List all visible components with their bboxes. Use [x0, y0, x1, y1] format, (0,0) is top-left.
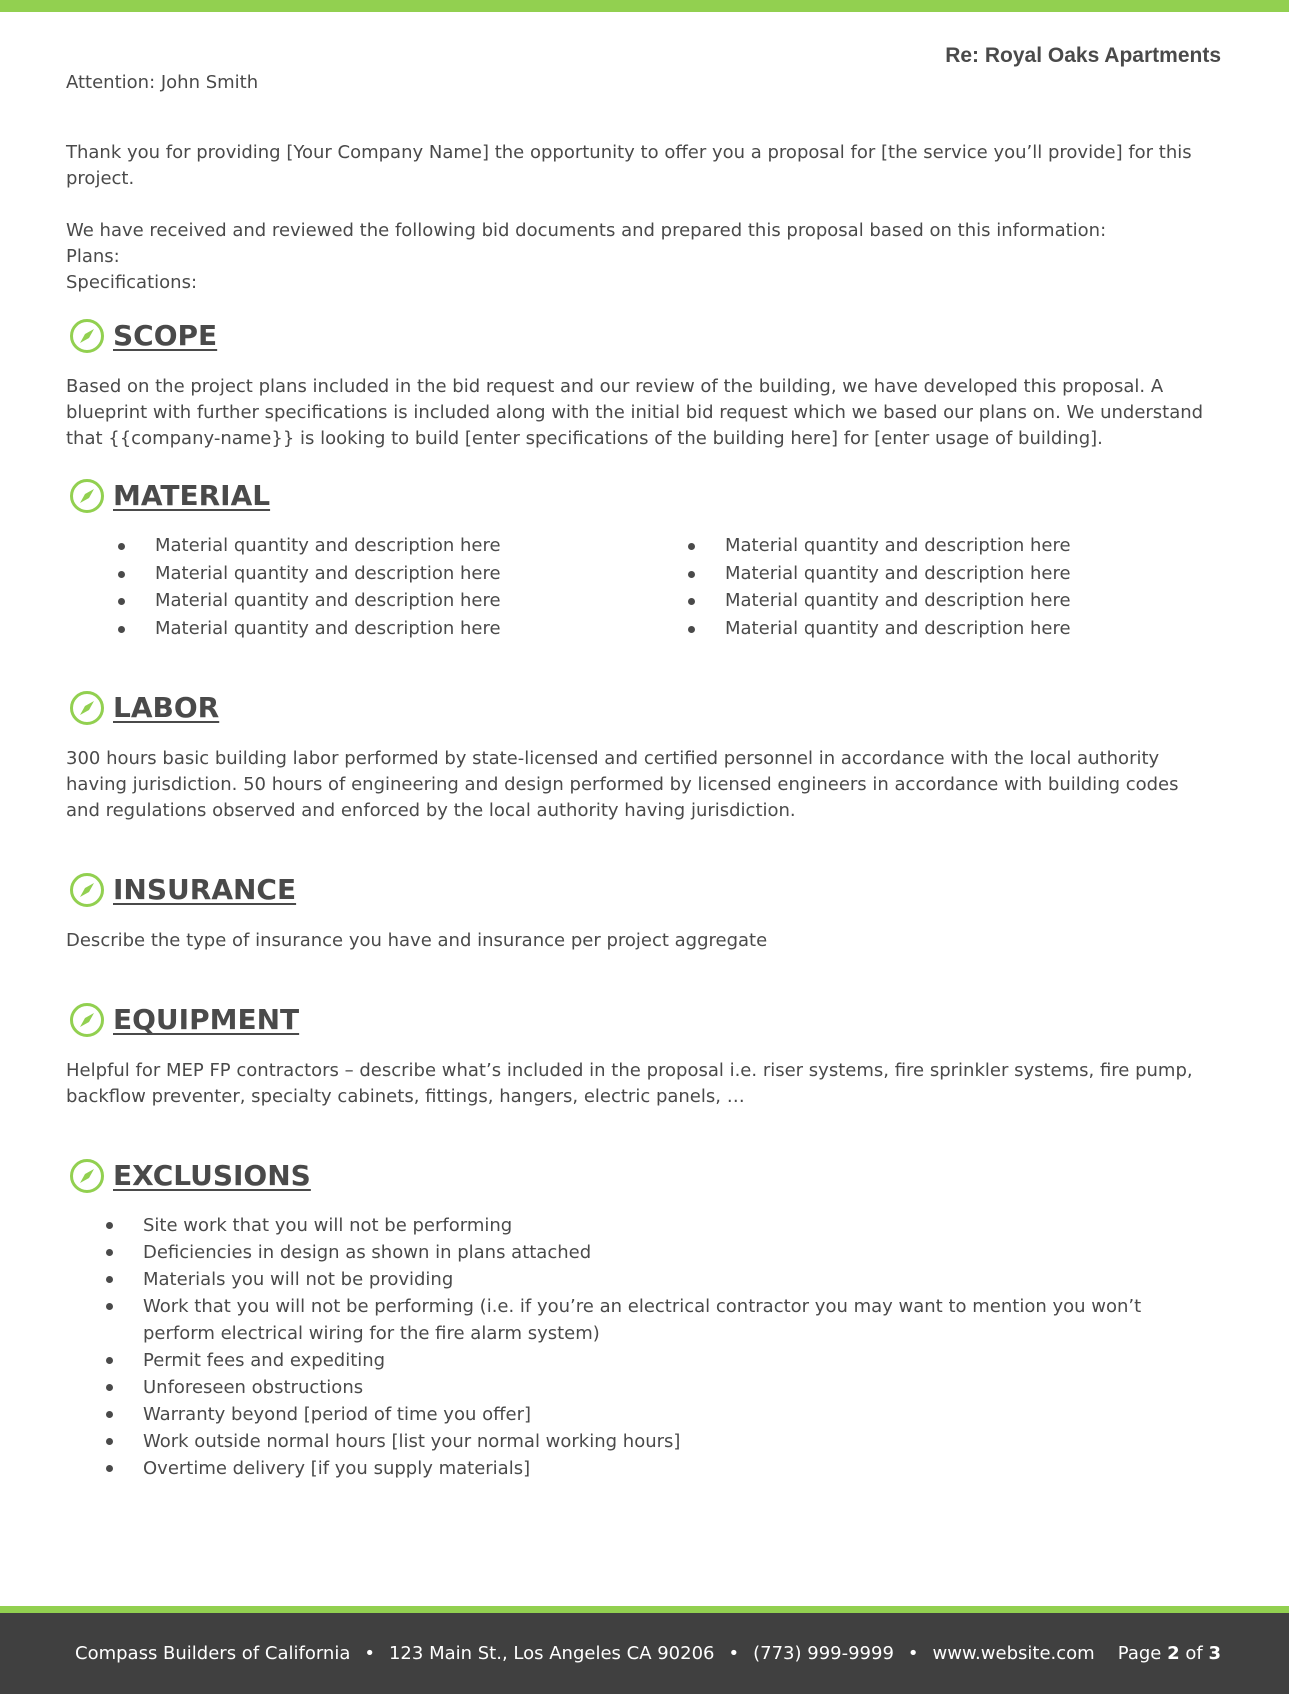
separator-dot: • — [364, 1643, 375, 1664]
compass-icon — [69, 1158, 105, 1194]
insurance-heading — [69, 872, 1206, 908]
material-lists — [66, 532, 1206, 642]
document-body — [66, 70, 1206, 1482]
exclusions-list — [66, 1212, 1206, 1482]
exclusions-title: EXCLUSIONS — [113, 1159, 311, 1192]
labor-title: LABOR — [113, 691, 220, 724]
footer-contact-line — [75, 1643, 1095, 1664]
list-item: Material quantity and description here — [636, 560, 1206, 588]
top-accent-bar — [0, 0, 1289, 12]
compass-icon — [69, 318, 105, 354]
list-item: Permit fees and expediting — [66, 1347, 1206, 1374]
attention-line: Attention: John Smith — [66, 72, 259, 93]
insurance-paragraph: Describe the type of insurance you have and insurance per project aggregate — [66, 930, 768, 951]
footer-accent-bar — [0, 1606, 1289, 1613]
scope-title: SCOPE — [113, 319, 218, 352]
re-line: Re: Royal Oaks Apartments — [945, 44, 1221, 67]
footer — [0, 1613, 1289, 1694]
footer-website: www.website.com — [932, 1643, 1095, 1664]
page-word: Page — [1117, 1643, 1162, 1664]
list-item: Work that you will not be performing (i.e. if you’re an electrical contractor you may want to mention you won’t perform electrical wiring for the fire alarm system) — [66, 1293, 1206, 1347]
material-title: MATERIAL — [113, 479, 271, 512]
list-item: Material quantity and description here — [636, 532, 1206, 560]
list-item: Overtime delivery [if you supply materials] — [66, 1455, 1206, 1482]
received-paragraph: We have received and reviewed the following bid documents and prepared this proposal based on this information: — [66, 220, 1107, 241]
list-item: Warranty beyond [period of time you offer] — [66, 1401, 1206, 1428]
material-list-left — [66, 532, 636, 642]
list-item: Material quantity and description here — [66, 587, 636, 615]
material-heading — [69, 478, 1206, 514]
specifications-line: Specifications: — [66, 272, 198, 293]
list-item: Material quantity and description here — [66, 615, 636, 643]
list-item: Material quantity and description here — [636, 615, 1206, 643]
list-item: Material quantity and description here — [66, 532, 636, 560]
list-item: Deficiencies in design as shown in plans attached — [66, 1239, 1206, 1266]
list-item: Work outside normal hours [list your normal working hours] — [66, 1428, 1206, 1455]
equipment-title: EQUIPMENT — [113, 1003, 300, 1036]
list-item: Materials you will not be providing — [66, 1266, 1206, 1293]
separator-dot: • — [728, 1643, 740, 1664]
compass-icon — [69, 872, 105, 908]
plans-line: Plans: — [66, 246, 120, 267]
list-item: Material quantity and description here — [636, 587, 1206, 615]
footer-phone: (773) 999-9999 — [753, 1643, 894, 1664]
labor-heading — [69, 690, 1206, 726]
labor-paragraph: 300 hours basic building labor performed by state-licensed and certified personnel in accordance with the local authority having jurisdiction. 50 hours of engineering and design performed by licensed engineers in accordance with building codes and regulations observed and enforced by the local authority having jurisdiction. — [66, 748, 1179, 821]
compass-icon — [69, 478, 105, 514]
equipment-paragraph: Helpful for MEP FP contractors – describe what’s included in the proposal i.e. riser systems, fire sprinkler systems, fire pump, backflow preventer, specialty cabinets, fittings, hangers, electric panels, … — [66, 1060, 1193, 1107]
scope-paragraph: Based on the project plans included in the bid request and our review of the building, we have developed this proposal. A blueprint with further specifications is included along with the initial bid request which we based our plans on. We understand that {{company-name}} is looking to build [enter specifications of the building here] for [enter usage of building]. — [66, 376, 1204, 449]
page-number — [1118, 1643, 1221, 1664]
compass-icon — [69, 690, 105, 726]
list-item: Site work that you will not be performing — [66, 1212, 1206, 1239]
material-list-right — [636, 532, 1206, 642]
footer-address: 123 Main St., Los Angeles CA 90206 — [388, 1643, 715, 1664]
page-total: 3 — [1208, 1643, 1221, 1664]
list-item: Material quantity and description here — [66, 560, 636, 588]
compass-icon — [69, 1002, 105, 1038]
equipment-heading — [69, 1002, 1206, 1038]
footer-company: Compass Builders of California — [75, 1643, 351, 1664]
intro-paragraph: Thank you for providing [Your Company Name] the opportunity to offer you a proposal for [the service you’ll provide] for this project. — [66, 142, 1192, 189]
separator-dot: • — [907, 1643, 919, 1664]
page-current: 2 — [1167, 1643, 1180, 1664]
scope-heading — [69, 318, 1206, 354]
page-of: of — [1185, 1643, 1203, 1664]
list-item: Unforeseen obstructions — [66, 1374, 1206, 1401]
exclusions-heading — [69, 1158, 1206, 1194]
insurance-title: INSURANCE — [113, 873, 297, 906]
